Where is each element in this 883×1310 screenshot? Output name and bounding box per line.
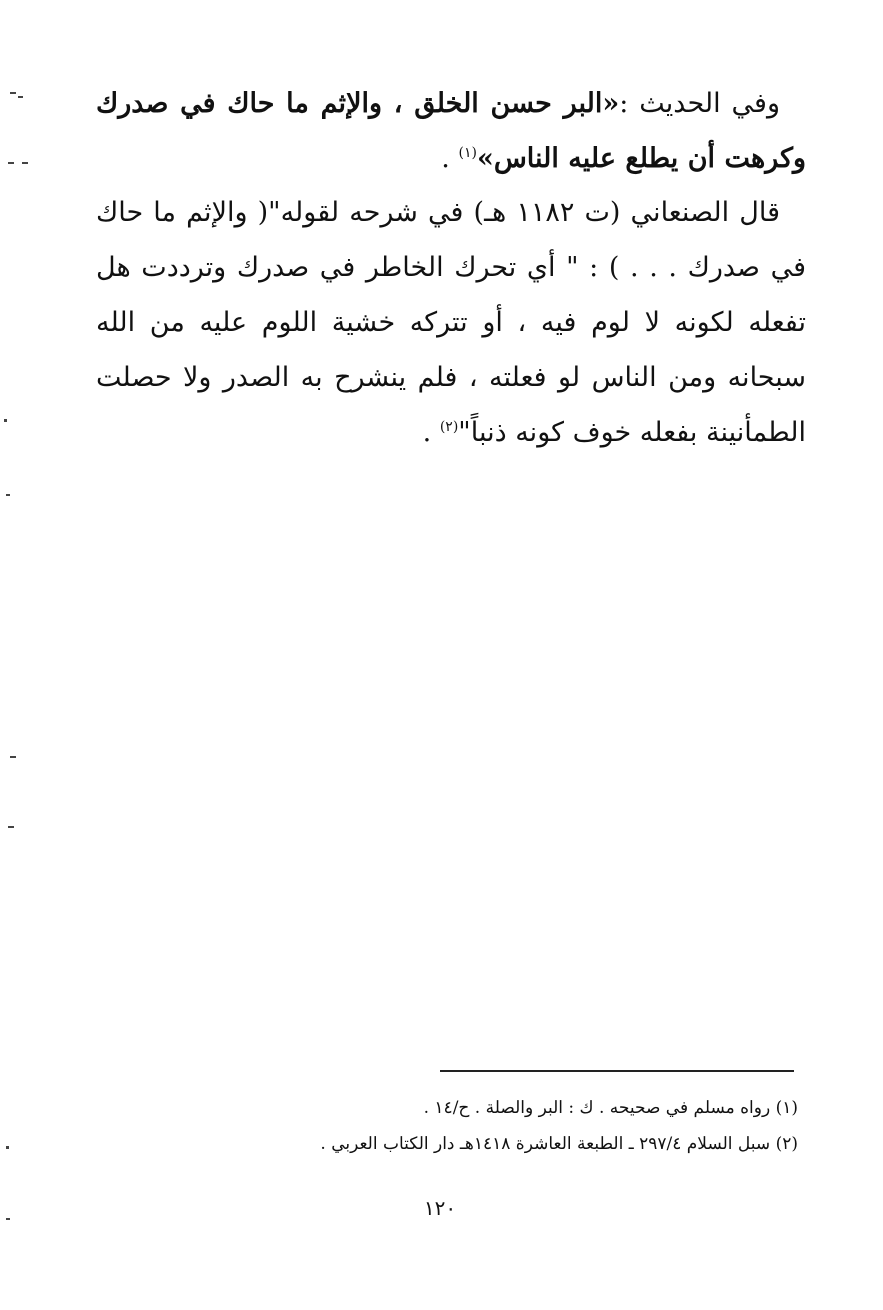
footnote-1: (١) رواه مسلم في صحيحه . ك : البر والصلة . ح/١٤ .	[423, 1098, 798, 1118]
paragraph-end-dot: .	[441, 143, 459, 174]
scan-speck	[10, 92, 16, 94]
page-number: ١٢٠	[423, 1196, 457, 1220]
scan-speck	[18, 96, 23, 98]
scan-speck	[4, 419, 7, 422]
footnote-ref-2[interactable]: (٢)	[439, 419, 459, 435]
footnote-ref-1[interactable]: (١)	[458, 145, 477, 161]
scan-speck	[6, 1218, 10, 1220]
scan-speck	[8, 162, 14, 164]
commentary-text: قال الصنعاني (ت ١١٨٢ هـ) في شرحه لقوله"( والإثم ما حاك في صدرك . . . ) : " أي تحرك الخاطر في صدرك وترددت هل تفعله لكونه لا لوم فيه ، أو تتركه خشية اللوم عليه من الله سبحانه ومن الناس لو فعلته ، فلم ينشرح به الصدر ولا حصلت الطمأنينة بفعله خوف كونه ذنباً"	[96, 197, 806, 448]
scan-speck	[6, 1146, 9, 1149]
hadith-intro: وفي الحديث :	[619, 88, 780, 119]
footnote-separator	[440, 1070, 794, 1072]
scan-speck	[22, 162, 28, 164]
paragraph-end-dot: .	[422, 417, 440, 448]
paragraph-commentary	[96, 185, 806, 460]
footnote-2: (٢) سبل السلام ٢٩٧/٤ ـ الطبعة العاشرة ١٤١٨هـ دار الكتاب العربي .	[320, 1134, 798, 1154]
scan-speck	[10, 756, 16, 758]
scan-speck	[8, 826, 14, 828]
paragraph-hadith	[96, 76, 806, 186]
hadith-quote: «البر حسن الخلق ، والإثم ما حاك في صدرك وكرهت أن يطلع عليه الناس»	[96, 88, 806, 174]
scan-speck	[6, 494, 10, 496]
